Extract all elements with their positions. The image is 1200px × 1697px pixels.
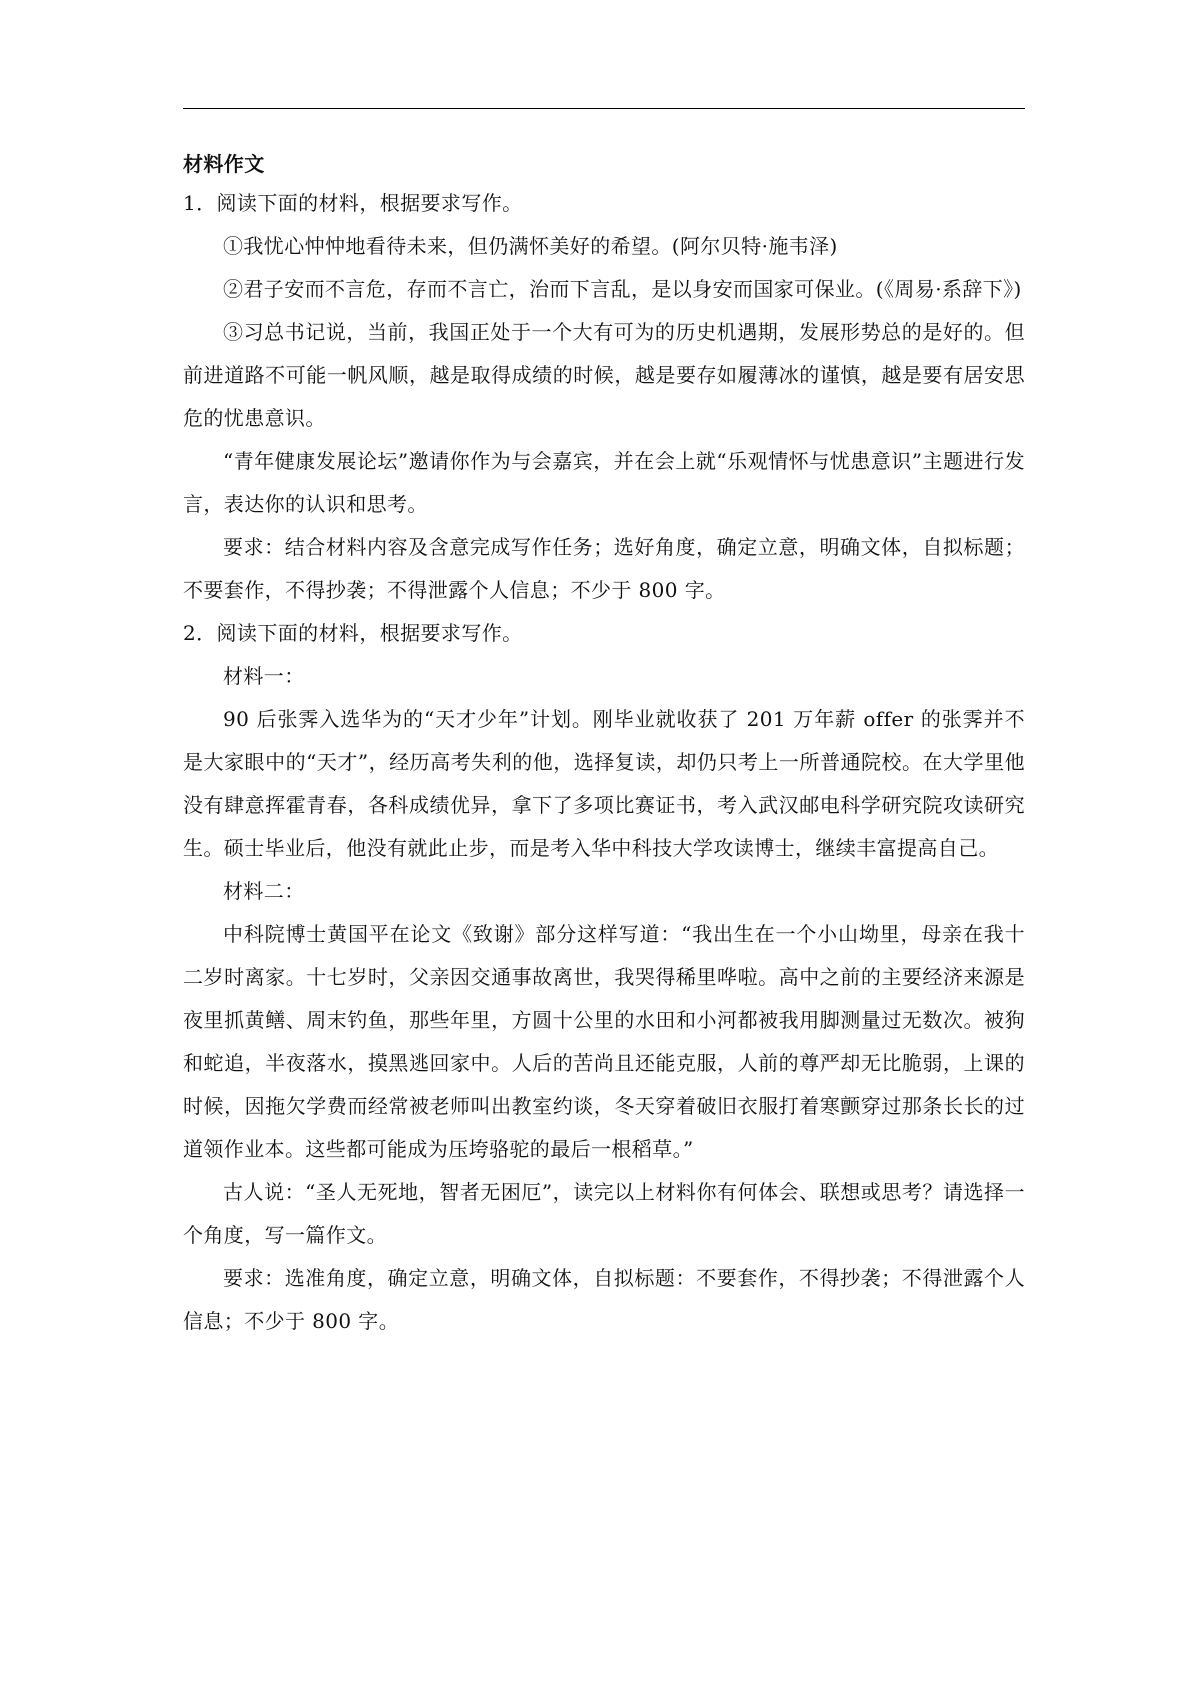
- question-2-heading: 2．阅读下面的材料，根据要求写作。: [183, 621, 523, 645]
- q2-task: 古人说：“圣人无死地，智者无困厄”，读完以上材料你有何体会、联想或思考？请选择一个角度，写一篇作文。: [183, 1180, 1025, 1247]
- header-rule: [183, 108, 1025, 109]
- q2-material-1-label: 材料一：: [223, 664, 305, 688]
- q2-material-2-text: 中科院博士黄国平在论文《致谢》部分这样写道：“我出生在一个小山坳里，母亲在我十二岁时离家。十七岁时，父亲因交通事故离世，我哭得稀里哗啦。高中之前的主要经济来源是夜里抓黄鳝、周末钓鱼，那些年里，方圆十公里的水田和小河都被我用脚测量过无数次。被狗和蛇追，半夜落水，摸黑逃回家中。人后的苦尚且还能克服，人前的尊严却无比脆弱，上课的时候，因拖欠学费而经常被老师叫出教室约谈，冬天穿着破旧衣服打着寒颤穿过那条长长的过道领作业本。这些都可能成为压垮骆驼的最后一根稻草。”: [183, 922, 1025, 1161]
- q2-material-2-label: 材料二：: [223, 879, 305, 903]
- q1-material-2: ②君子安而不言危，存而不言亡，治而下言乱，是以身安而国家可保业。(《周易·系辞下》): [223, 277, 1022, 301]
- section-title: 材料作文: [183, 152, 265, 176]
- document-body: [183, 146, 1025, 1343]
- q1-material-3: ③习总书记说，当前，我国正处于一个大有可为的历史机遇期，发展形势总的是好的。但前进道路不可能一帆风顺，越是取得成绩的时候，越是要存如履薄冰的谨慎，越是要有居安思危的忧患意识。: [183, 320, 1025, 430]
- q2-material-1-text: 90 后张霁入选华为的“天才少年”计划。刚毕业就收获了 201 万年薪 offer 的张霁并不是大家眼中的“天才”，经历高考失利的他，选择复读，却仍只考上一所普通院校。在大学里他没有肆意挥霍青春，各科成绩优异，拿下了多项比赛证书，考入武汉邮电科学研究院攻读研究生。硕士毕业后，他没有就此止步，而是考入华中科技大学攻读博士，继续丰富提高自己。: [183, 707, 1025, 860]
- question-1-heading: 1．阅读下面的材料，根据要求写作。: [183, 191, 523, 215]
- q1-material-1: ①我忧心忡忡地看待未来，但仍满怀美好的希望。(阿尔贝特·施韦泽): [223, 234, 838, 258]
- q1-task: “青年健康发展论坛”邀请你作为与会嘉宾，并在会上就“乐观情怀与忧患意识”主题进行发言，表达你的认识和思考。: [183, 449, 1025, 516]
- q1-requirements: 要求：结合材料内容及含意完成写作任务；选好角度，确定立意，明确文体，自拟标题；不要套作，不得抄袭；不得泄露个人信息；不少于 800 字。: [183, 535, 1025, 602]
- q2-requirements: 要求：选准角度，确定立意，明确文体，自拟标题：不要套作，不得抄袭；不得泄露个人信息；不少于 800 字。: [183, 1266, 1025, 1333]
